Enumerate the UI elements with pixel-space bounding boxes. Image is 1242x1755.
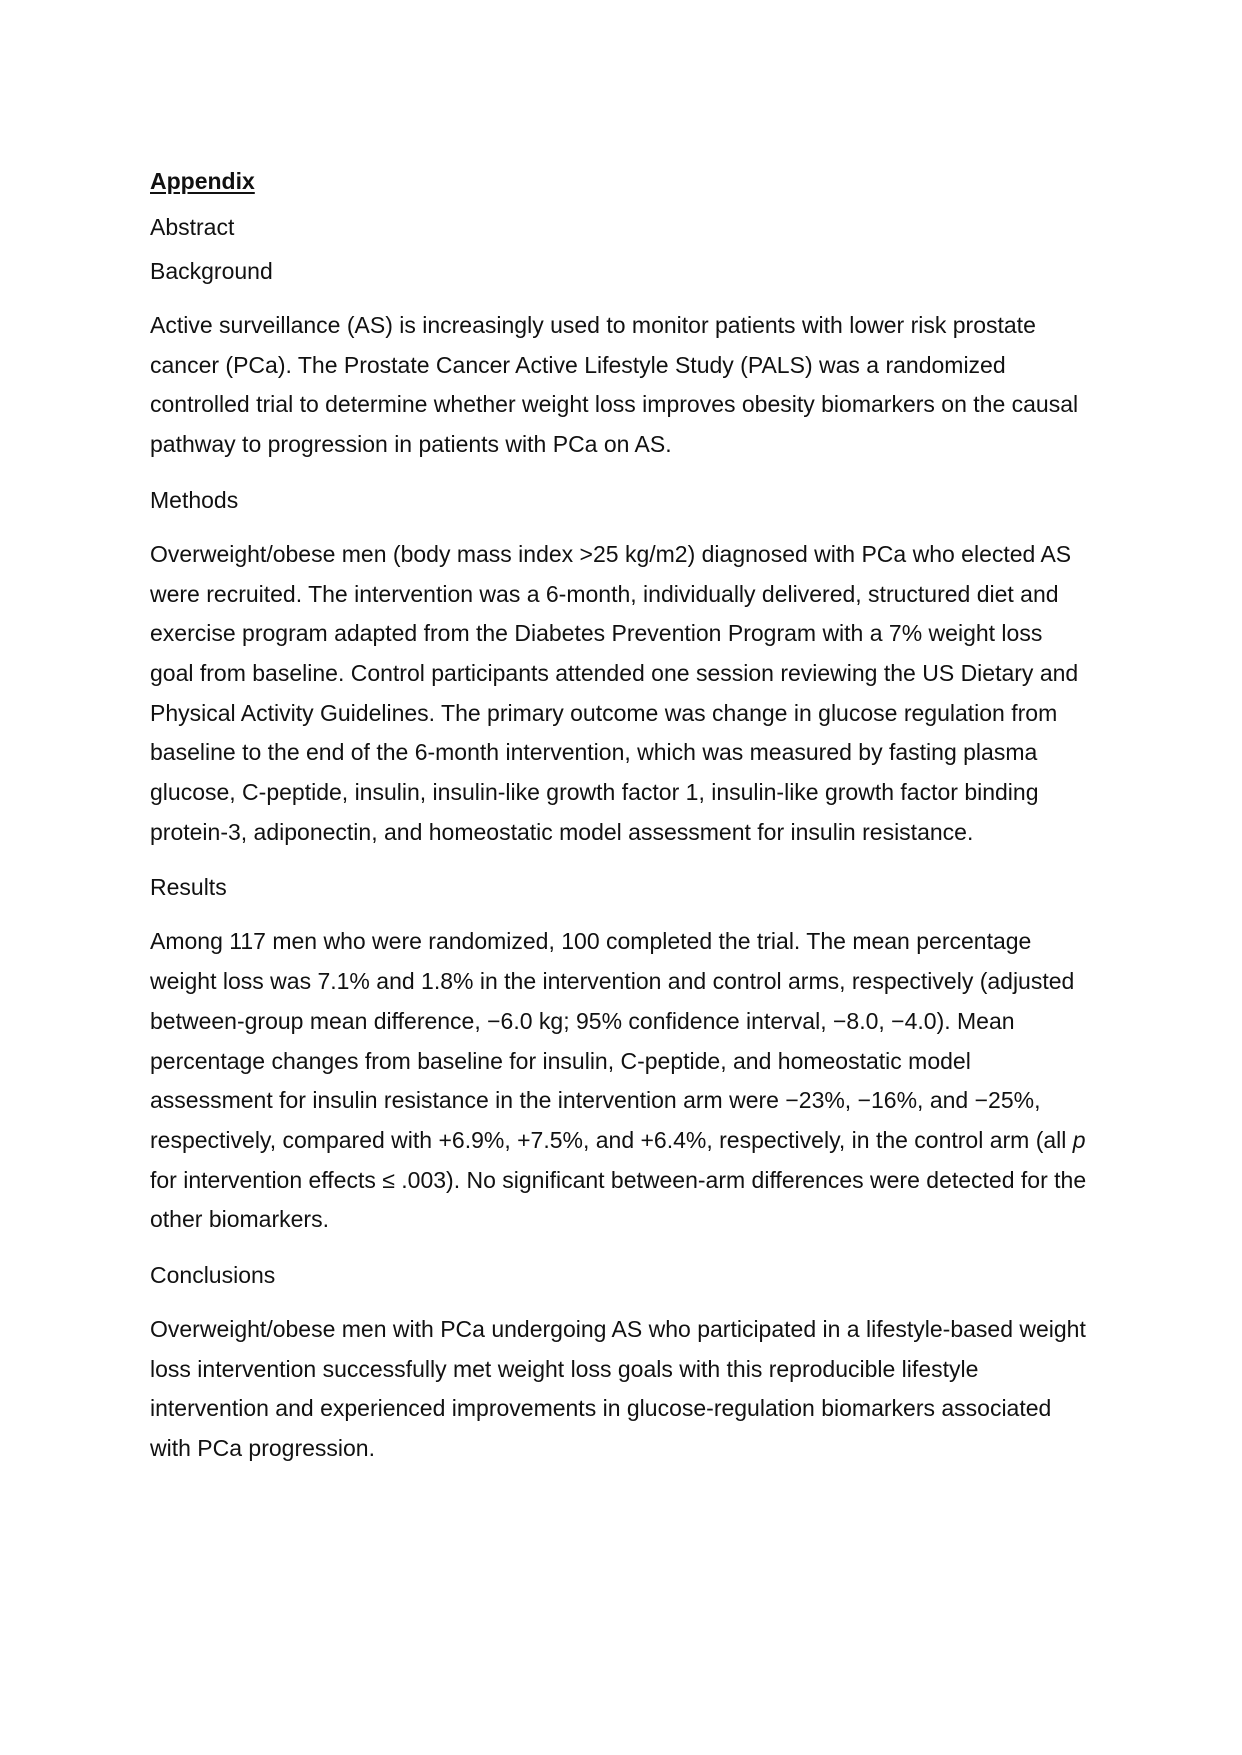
methods-heading: Methods [150,486,239,513]
results-paragraph [150,922,1090,1240]
background-heading: Background [150,258,273,284]
conclusions-heading: Conclusions [150,1262,276,1289]
results-text-part-1: Among 117 men who were randomized, 100 completed the trial. The mean percentage weight loss was 7.1% and 1.8% in the intervention and control arms, respectively (adjusted between-group mean difference, −6.0 kg; 95% confidence interval, −8.0, −4.0). Mean percentage changes from baseline for insulin, C-peptide, and homeostatic model assessment for insulin resistance in the intervention arm were −23%, −16%, and −25%, respectively, compared with +6.9%, +7.5%, and +6.4%, respectively, in the control arm (all [150,928,1075,1153]
abstract-label: Abstract [150,214,235,240]
conclusions-paragraph: Overweight/obese men with PCa undergoing AS who participated in a lifestyle-based weight loss intervention successfully met weight loss goals with this reproducible lifestyle intervention and experienced improvements in glucose-regulation biomarkers associated with PCa progression. [150,1316,1086,1462]
methods-paragraph: Overweight/obese men (body mass index >25 kg/m2) diagnosed with PCa who elected AS were recruited. The intervention was a 6-month, individually delivered, structured diet and exercise program adapted from the Diabetes Prevention Program with a 7% weight loss goal from baseline. Control participants attended one session reviewing the US Dietary and Physical Activity Guidelines. The primary outcome was change in glucose regulation from baseline to the end of the 6-month intervention, which was measured by fasting plasma glucose, C-peptide, insulin, insulin-like growth factor 1, insulin-like growth factor binding protein-3, adiponectin, and homeostatic model assessment for insulin resistance. [150,540,1079,845]
background-paragraph: Active surveillance (AS) is increasingly used to monitor patients with lower risk prostate cancer (PCa). The Prostate Cancer Active Lifestyle Study (PALS) was a randomized controlled trial to determine whether weight loss improves obesity biomarkers on the causal pathway to progression in patients with PCa on AS. [150,312,1079,458]
appendix-title: Appendix [150,168,255,194]
p-value-symbol: p [1072,1126,1086,1153]
document-body [150,168,1090,1491]
results-heading: Results [150,874,227,901]
results-text-part-2: for intervention effects ≤ .003). No significant between-arm differences were detected for the other biomarkers. [150,1166,1087,1233]
